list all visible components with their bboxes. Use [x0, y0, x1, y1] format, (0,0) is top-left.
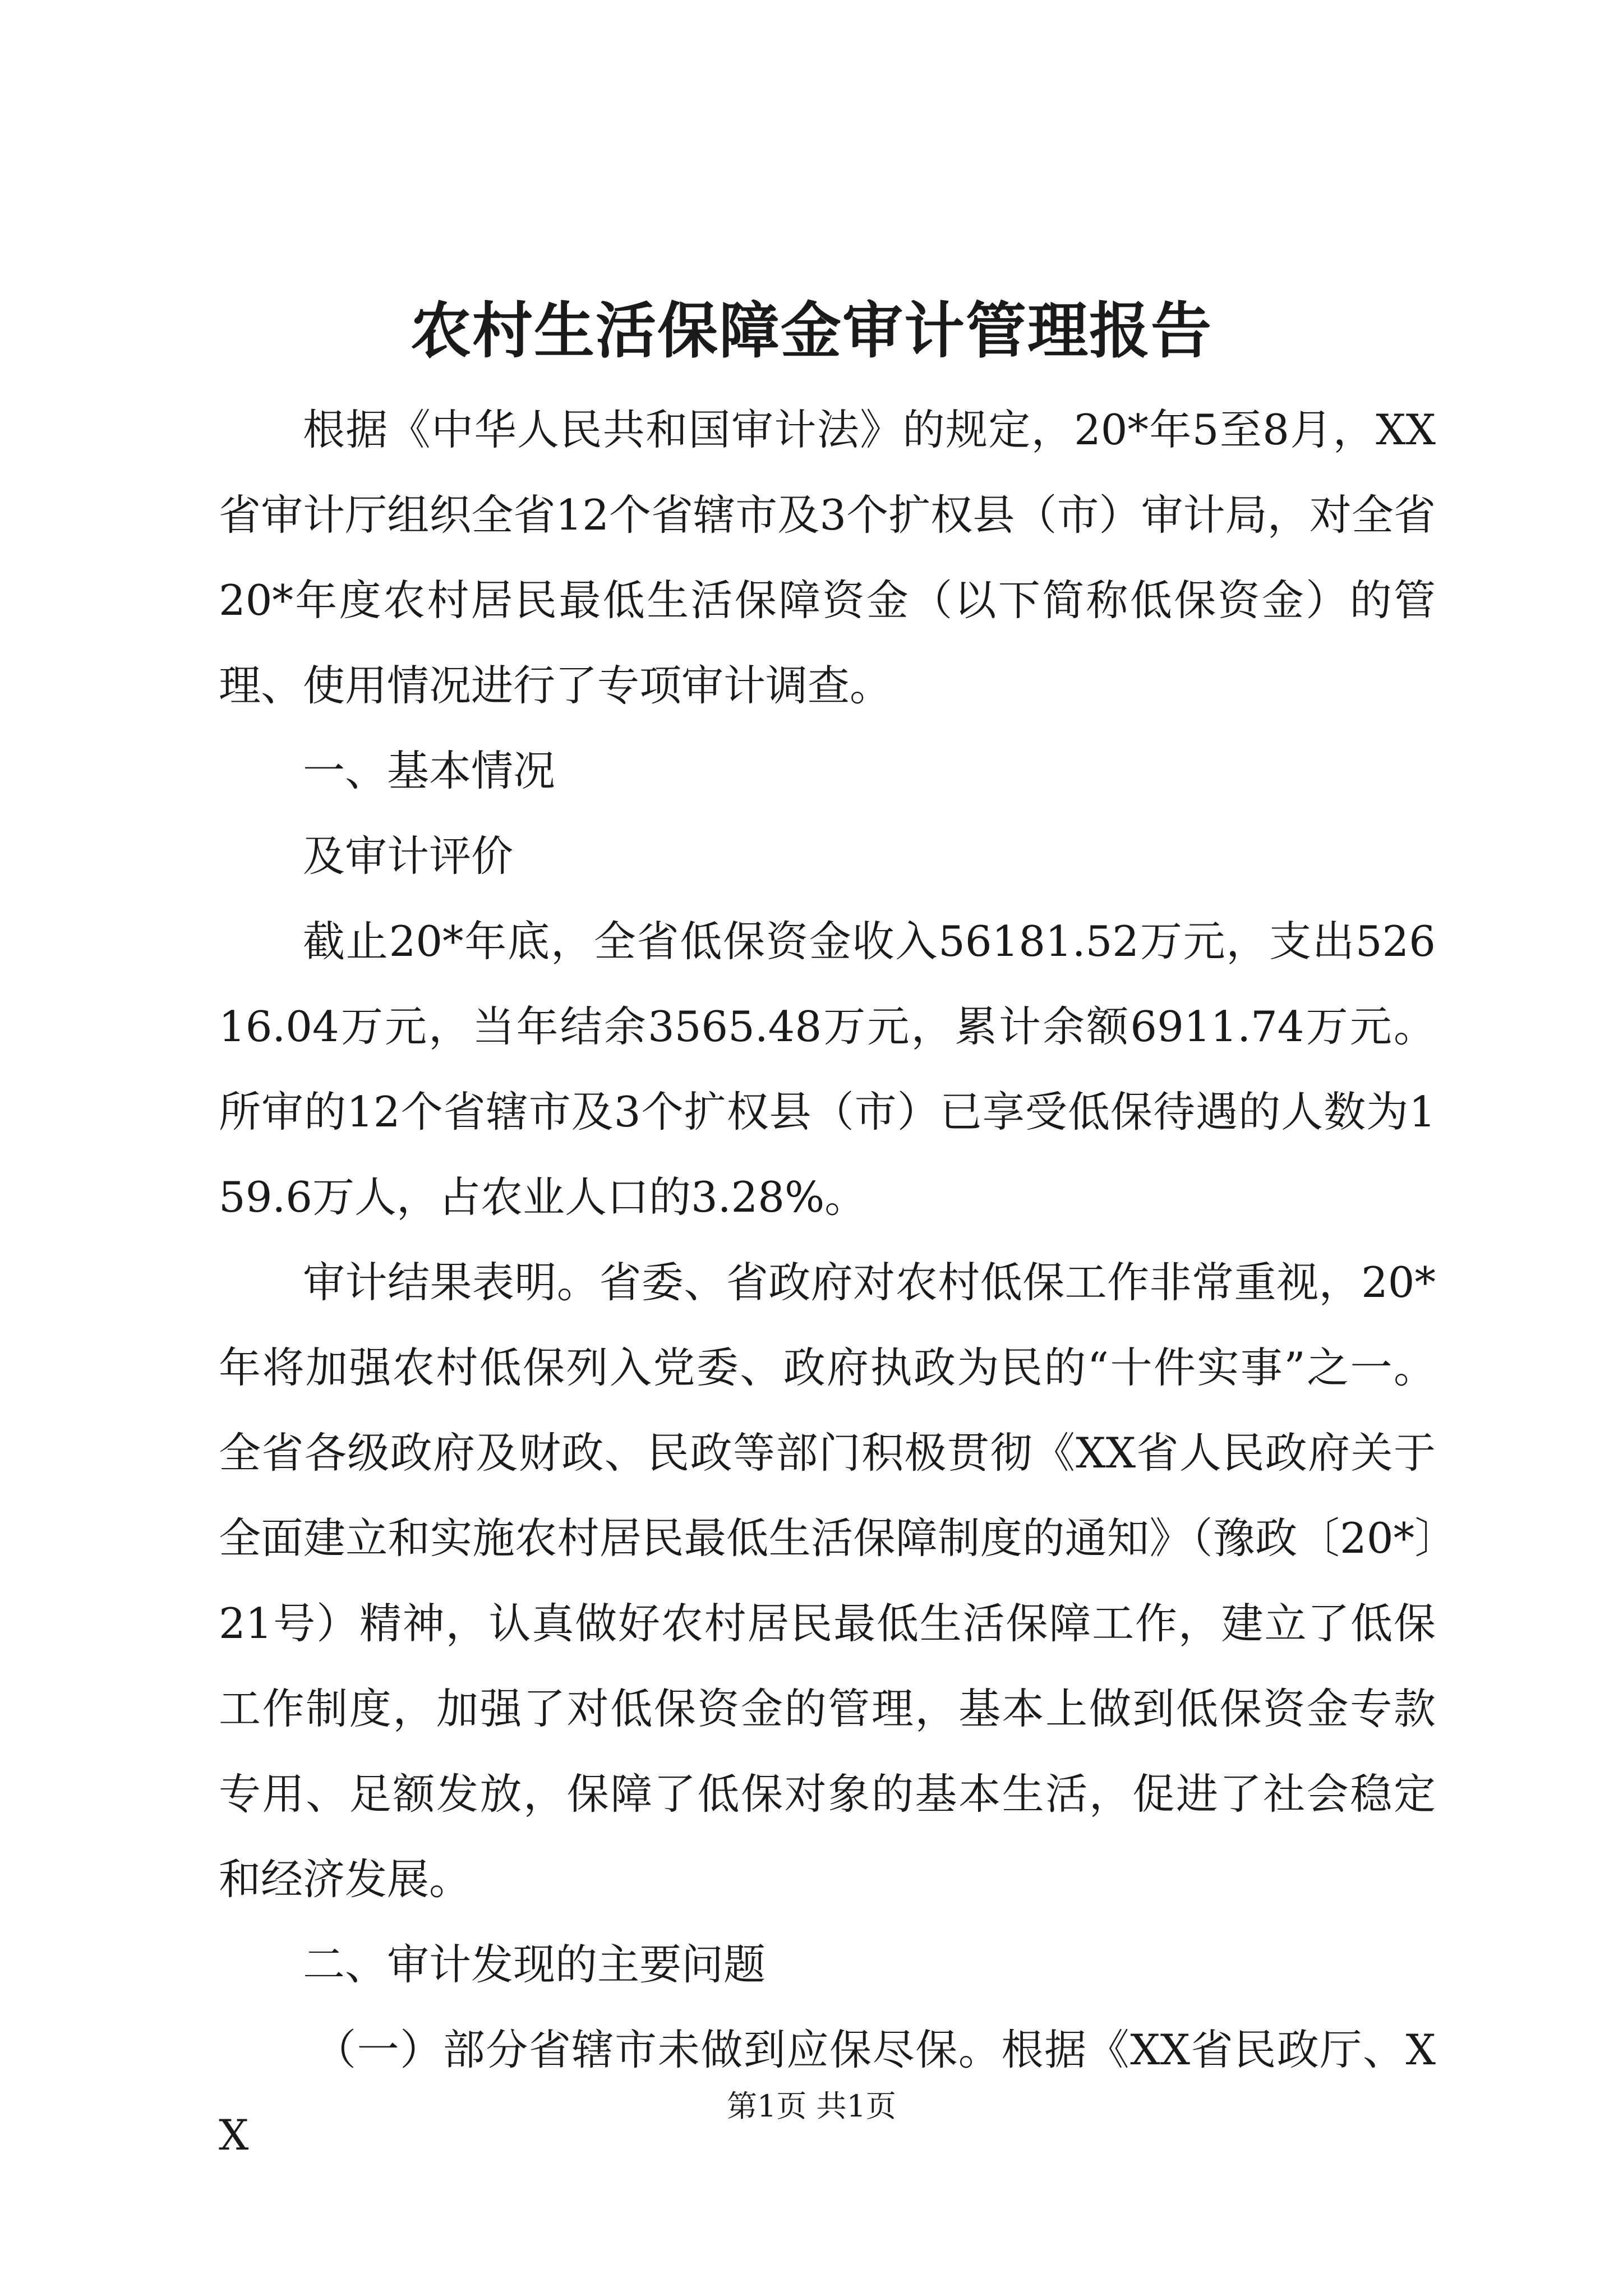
- paragraph-problem-1: （一）部分省辖市未做到应保尽保。根据《XX省民政厅、XX: [219, 2025, 1436, 2160]
- section-heading-evaluation: 及审计评价: [303, 831, 514, 881]
- paragraph-intro: 根据《中华人民共和国审计法》的规定，20*年5至8月，XX省审计厅组织全省12个省辖市及3个扩权县（市）审计局，对全省20*年度农村居民最低生活保障资金（以下简称低保资金）的管理、使用情况进行了专项审计调查。: [219, 405, 1436, 710]
- document-title: 农村生活保障金审计管理报告: [410, 296, 1212, 366]
- section-heading-basic: 一、基本情况: [303, 746, 556, 795]
- paragraph-funds: 截止20*年底，全省低保资金收入56181.52万元，支出52616.04万元，当年结余3565.48万元，累计余额6911.74万元。所审的12个省辖市及3个扩权县（市）已享受低保待遇的人数为159.6万人，占农业人口的3.28%。: [219, 917, 1436, 1222]
- paragraph-results: 审计结果表明。省委、省政府对农村低保工作非常重视，20*年将加强农村低保列入党委、政府执政为民的“十件实事”之一。全省各级政府及财政、民政等部门积极贯彻《XX省人民政府关于全面建立和实施农村居民最低生活保障制度的通知》（豫政〔20*〕21号）精神，认真做好农村居民最低生活保障工作，建立了低保工作制度，加强了对低保资金的管理，基本上做到低保资金专款专用、足额发放，保障了低保对象的基本生活，促进了社会稳定和经济发展。: [219, 1258, 1436, 1904]
- document-body: [219, 387, 1436, 2178]
- page-footer: 第1页 共1页: [727, 2088, 896, 2124]
- section-heading-problems: 二、审计发现的主要问题: [303, 1940, 766, 1989]
